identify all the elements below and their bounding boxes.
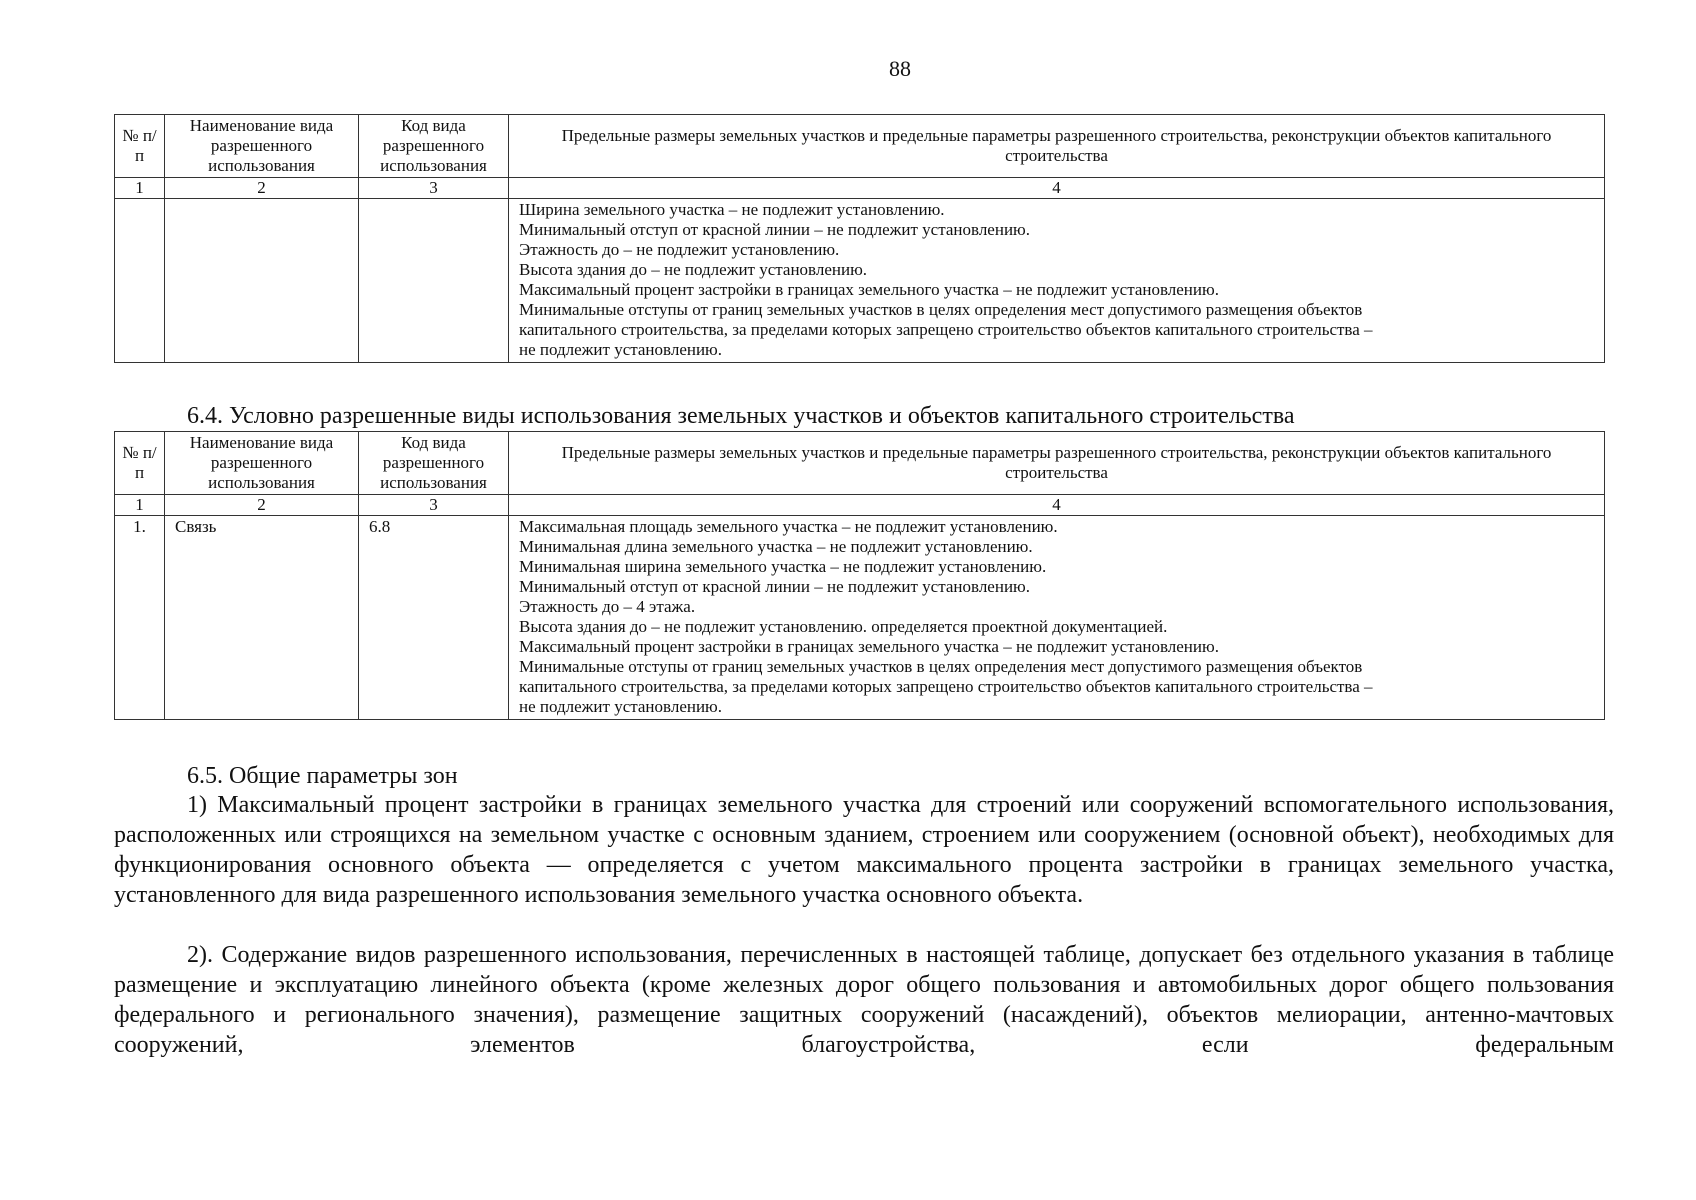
table-row: [115, 516, 1605, 720]
paragraph-2: 2). Содержание видов разрешенного использования, перечисленных в настоящей таблице, допускает без отдельного указания в таблице размещение и эксплуатацию линейного объекта (кроме железных дорог общего пользования и автомобильных дорог общего пользования федерального и регионального значения), размещение защитных сооружений (насаждений), объектов мелиорации, антенно-мачтовых сооружений, элементов благоустройства, если федеральным: [114, 942, 1614, 1058]
column-number: 4: [509, 495, 1605, 516]
parameter-line: Минимальный отступ от красной линии – не подлежит установлению.: [519, 220, 1030, 239]
table-header-row: [115, 432, 1605, 495]
row-number: 1.: [115, 516, 165, 720]
table-row: [115, 199, 1605, 363]
parameter-line: Минимальный отступ от красной линии – не подлежит установлению.: [519, 577, 1030, 596]
header-use-name: Наименование вида разрешенного использования: [165, 115, 359, 178]
parameter-line: Минимальная ширина земельного участка – не подлежит установлению.: [519, 557, 1047, 576]
column-number-row: [115, 178, 1605, 199]
parameter-line: капитального строительства, за пределами которых запрещено строительство объектов капитального строительства –: [519, 320, 1373, 339]
column-number: 2: [165, 495, 359, 516]
row-use-code: [359, 199, 509, 363]
parameter-line: Минимальная длина земельного участка – не подлежит установлению.: [519, 537, 1033, 556]
section-6-5-heading: 6.5. Общие параметры зон: [187, 763, 458, 789]
header-number: № п/п: [115, 432, 165, 495]
paragraph-block: [114, 790, 1614, 910]
parameter-line: капитального строительства, за пределами которых запрещено строительство объектов капитального строительства –: [519, 677, 1373, 696]
row-use-name: Связь: [165, 516, 359, 720]
column-number: 2: [165, 178, 359, 199]
header-use-name: Наименование вида разрешенного использования: [165, 432, 359, 495]
parameter-line: Максимальный процент застройки в границах земельного участка – не подлежит установлению.: [519, 280, 1219, 299]
parameter-line: Минимальные отступы от границ земельных участков в целях определения мест допустимого размещения объектов: [519, 657, 1363, 676]
parameter-line: не подлежит установлению.: [519, 697, 723, 716]
parameter-line: Ширина земельного участка – не подлежит установлению.: [519, 200, 945, 219]
section-6-4-heading: 6.4. Условно разрешенные виды использования земельных участков и объектов капитального строительства: [187, 403, 1295, 429]
row-parameters: [509, 516, 1605, 720]
row-parameters: [509, 199, 1605, 363]
parameter-line: Высота здания до – не подлежит установлению.: [519, 260, 868, 279]
parameter-line: Высота здания до – не подлежит установлению. определяется проектной документацией.: [519, 617, 1168, 636]
header-limits: Предельные размеры земельных участков и предельные параметры разрешенного строительства, реконструкции объектов капитального строительства: [509, 115, 1605, 178]
parameters-table-continued: [114, 114, 1605, 363]
header-use-code: Код вида разрешенного использования: [359, 432, 509, 495]
column-number: 1: [115, 178, 165, 199]
column-number: 3: [359, 495, 509, 516]
column-number: 1: [115, 495, 165, 516]
page-number: 88: [889, 56, 911, 81]
parameter-line: Максимальный процент застройки в границах земельного участка – не подлежит установлению.: [519, 637, 1219, 656]
parameter-line: Этажность до – 4 этажа.: [519, 597, 696, 616]
paragraph-block: [114, 940, 1614, 1060]
column-number: 3: [359, 178, 509, 199]
header-limits: Предельные размеры земельных участков и предельные параметры разрешенного строительства, реконструкции объектов капитального строительства: [509, 432, 1605, 495]
row-use-code: 6.8: [359, 516, 509, 720]
paragraph-1: 1) Максимальный процент застройки в границах земельного участка для строений или сооружений вспомогательного использования, расположенных или строящихся на земельном участке с основным зданием, строением или сооружением (основной объект), необходимых для функционирования основного объекта — определяется с учетом максимального процента застройки в границах земельного участка, установленного для вида разрешенного использования земельного участка основного объекта.: [114, 792, 1614, 908]
parameter-line: Максимальная площадь земельного участка – не подлежит установлению.: [519, 517, 1058, 536]
parameter-line: не подлежит установлению.: [519, 340, 723, 359]
conditional-uses-table: [114, 431, 1605, 720]
parameter-line: Минимальные отступы от границ земельных участков в целях определения мест допустимого размещения объектов: [519, 300, 1363, 319]
header-use-code: Код вида разрешенного использования: [359, 115, 509, 178]
row-use-name: [165, 199, 359, 363]
parameter-line: Этажность до – не подлежит установлению.: [519, 240, 840, 259]
table-header-row: [115, 115, 1605, 178]
column-number-row: [115, 495, 1605, 516]
row-number: [115, 199, 165, 363]
column-number: 4: [509, 178, 1605, 199]
header-number: № п/п: [115, 115, 165, 178]
